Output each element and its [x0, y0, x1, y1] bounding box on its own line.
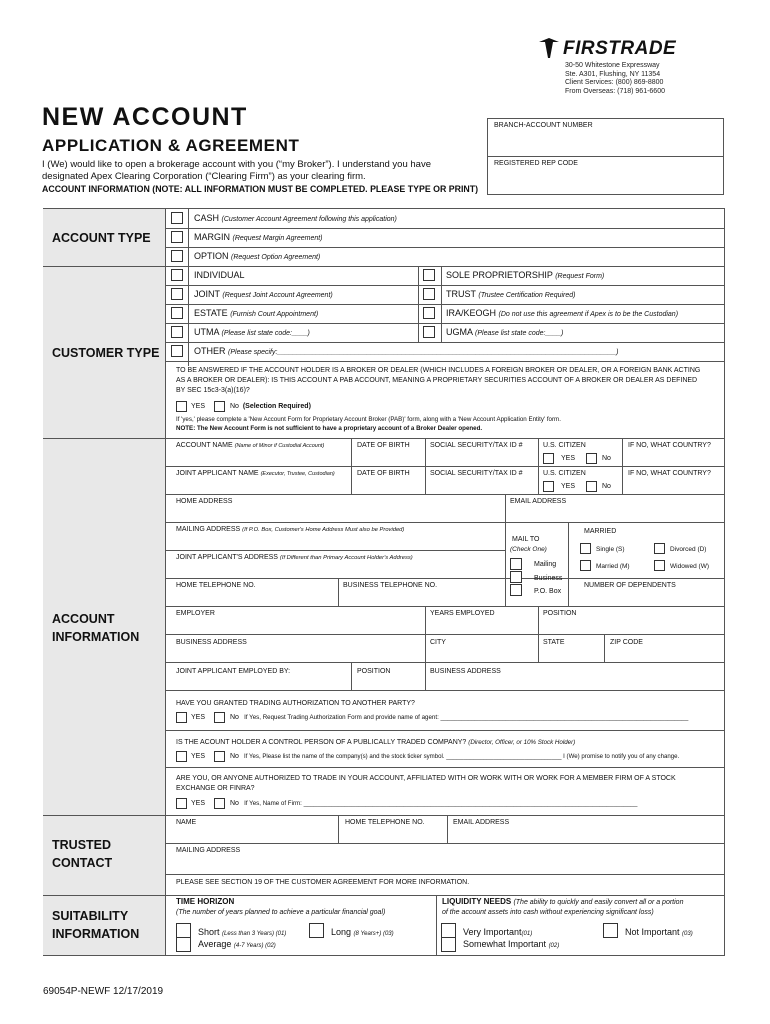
- time-long-note: (8 Years+) (03): [353, 931, 394, 937]
- cash-checkbox[interactable]: [171, 212, 183, 224]
- divider: [166, 843, 725, 844]
- pab-line: AS A BROKER OR DEALER): IS THIS ACCOUNT A PAB ACCOUNT, MEANING A PROPRIETARY SECURITIES ACCOUNT OF A BROKER OR DEALER AS DEFINED: [176, 377, 698, 384]
- other-note: (Please specify:_______________________________________________________________________________________): [228, 349, 619, 356]
- finra-yes-label: YES: [191, 800, 206, 807]
- utma-label: UTMA: [194, 327, 220, 337]
- employer-label: EMPLOYER: [176, 610, 215, 617]
- firstrade-logo: [537, 36, 677, 60]
- margin-checkbox[interactable]: [171, 231, 183, 243]
- pab-no-option: [230, 403, 311, 410]
- utma-note: (Please list state code:____): [221, 330, 310, 337]
- cash-label: CASH: [194, 213, 220, 223]
- pab-notes: [176, 415, 561, 433]
- estate-note: (Furnish Court Appointment): [230, 311, 319, 318]
- cash-note: (Customer Account Agreement following this application): [221, 216, 397, 223]
- single-checkbox[interactable]: [580, 543, 591, 554]
- business-tel-label: BUSINESS TELEPHONE NO.: [343, 582, 438, 589]
- trading-no-label: No: [230, 714, 239, 721]
- time-average-label: Average: [198, 939, 232, 949]
- ugma-note: (Please list state code:____): [475, 330, 564, 337]
- time-short-note: (Less than 3 Years) (01): [222, 931, 287, 937]
- trusted-mailing-label: MAILING ADDRESS: [176, 847, 241, 854]
- divider: [166, 634, 725, 635]
- very-important-label: Very Important: [463, 927, 522, 937]
- section-account-type: ACCOUNT TYPE: [52, 231, 151, 245]
- sole-proprietorship-option: [446, 270, 604, 280]
- intro-note: ACCOUNT INFORMATION (NOTE: ALL INFORMATION MUST BE COMPLETED. PLEASE TYPE OR PRINT): [42, 184, 479, 194]
- liquidity-very-checkbox[interactable]: [441, 923, 456, 938]
- ira-label: IRA/KEOGH: [446, 308, 497, 318]
- mail-pobox-checkbox[interactable]: [510, 584, 522, 596]
- divider: [436, 895, 437, 955]
- address-line-1: 30-50 Whitestone Expressway: [565, 62, 660, 69]
- finra-yes-checkbox[interactable]: [176, 798, 187, 809]
- divider: [351, 662, 352, 690]
- divider: [604, 634, 605, 662]
- trading-auth-question: HAVE YOU GRANTED TRADING AUTHORIZATION TO ANOTHER PARTY?: [176, 700, 415, 707]
- mail-business-checkbox[interactable]: [510, 571, 522, 583]
- finra-line: ARE YOU, OR ANYONE AUTHORIZED TO TRADE IN YOUR ACCOUNT, AFFILIATED WITH OR WORK WITH OR WORK FOR A MEMBER FIRM OF A STOCK: [176, 775, 676, 782]
- zip-label: ZIP CODE: [610, 639, 643, 646]
- finra-no-option[interactable]: [230, 800, 637, 807]
- divider: [568, 522, 569, 606]
- trading-yes-checkbox[interactable]: [176, 712, 187, 723]
- estate-label: ESTATE: [194, 308, 228, 318]
- mail-business-label: Business: [534, 575, 563, 582]
- other-checkbox[interactable]: [171, 345, 183, 357]
- widowed-label: Widowed (W): [670, 563, 710, 570]
- pab-note-line: If 'yes,' please complete a 'New Account Form for Proprietary Account Broker (PAB)' form, along with a 'New Account Application Entity' form.: [176, 416, 561, 423]
- divider: [166, 874, 725, 875]
- section-suitability: [52, 907, 139, 943]
- pab-no-label: No: [230, 403, 239, 410]
- finra-firm-text: If Yes, Name of Firm: _________________________________________________________________________________________________: [244, 800, 638, 807]
- overseas-phone: From Overseas: (718) 961-6600: [565, 87, 665, 95]
- joint-label: JOINT: [194, 289, 220, 299]
- pab-question: [176, 366, 700, 396]
- mail-mailing-label: Mailing: [534, 561, 557, 568]
- position-label: POSITION: [543, 610, 577, 617]
- account-name-field[interactable]: [170, 452, 348, 466]
- client-services-phone: Client Services: (800) 869-8800: [565, 79, 664, 86]
- pab-note-line: NOTE: The New Account Form is not sufficient to have a proprietary account of a Broker Dealer opened.: [176, 425, 483, 432]
- logo-text: FIRSTRADE: [563, 38, 677, 59]
- trusted-home-tel-label: HOME TELEPHONE NO.: [345, 819, 425, 826]
- trusted-name-label: NAME: [176, 819, 197, 826]
- home-tel-label: HOME TELEPHONE NO.: [176, 582, 256, 589]
- trading-no-checkbox[interactable]: [214, 712, 225, 723]
- joint-address-note: (If Different than Primary Account Holder's Address): [279, 555, 413, 561]
- trading-agent-text: If Yes, Request Trading Authorization Form and provide name of agent: ________________________________________________________________________: [244, 714, 689, 721]
- divorced-label: Divorced (D): [670, 546, 707, 553]
- control-question-text: IS THE ACOUNT HOLDER A CONTROL PERSON OF A PUBLICALLY TRADED COMPANY?: [176, 739, 467, 746]
- divider: [166, 730, 725, 731]
- divider: [166, 304, 725, 305]
- very-important-code: (01): [521, 931, 533, 937]
- joint-name-label: [176, 470, 335, 477]
- city-label: CITY: [430, 639, 446, 646]
- years-employed-label: YEARS EMPLOYED: [430, 610, 495, 617]
- control-no-label: No: [230, 753, 239, 760]
- trusted-email-label: EMAIL ADDRESS: [453, 819, 510, 826]
- joint-citizen-yes-label: YES: [561, 483, 576, 490]
- widowed-checkbox[interactable]: [654, 560, 665, 571]
- section-label-line: ACCOUNT: [52, 612, 115, 626]
- married-label: MARRIED: [584, 528, 617, 535]
- divider: [166, 228, 725, 229]
- option-note: (Request Option Agreement): [231, 254, 321, 261]
- ugma-checkbox[interactable]: [423, 326, 435, 338]
- divider: [166, 578, 725, 579]
- time-horizon-note: (The number of years planned to achieve a particular financial goal): [176, 909, 386, 916]
- divider: [166, 662, 725, 663]
- joint-business-address-label: BUSINESS ADDRESS: [430, 668, 501, 675]
- margin-label: MARGIN: [194, 232, 230, 242]
- joint-citizen-no-label: No: [602, 483, 611, 490]
- margin-option: [194, 232, 323, 242]
- joint-citizen-yes-checkbox[interactable]: [543, 481, 554, 492]
- divider: [505, 494, 506, 522]
- divider: [166, 285, 725, 286]
- business-address-label: BUSINESS ADDRESS: [176, 639, 247, 646]
- divider: [487, 156, 724, 157]
- liquidity-somewhat-checkbox[interactable]: [441, 937, 456, 952]
- control-no-checkbox[interactable]: [214, 751, 225, 762]
- home-address-label: HOME ADDRESS: [176, 498, 233, 505]
- state-label: STATE: [543, 639, 565, 646]
- somewhat-important-code: (02): [548, 943, 560, 949]
- somewhat-important-label: Somewhat Important: [463, 939, 547, 949]
- dob-label: DATE OF BIRTH: [357, 442, 410, 449]
- time-average-note: (4-7 Years) (02): [233, 943, 276, 949]
- section-trusted-contact: [52, 836, 112, 872]
- divider: [166, 466, 725, 467]
- trusted-see-section: PLEASE SEE SECTION 19 OF THE CUSTOMER AGREEMENT FOR MORE INFORMATION.: [176, 879, 470, 886]
- estate-checkbox[interactable]: [171, 307, 183, 319]
- pab-yes-checkbox[interactable]: [176, 401, 187, 412]
- mailing-address-note: (If P.O. Box, Customer's Home Address Must also be Provided): [242, 527, 405, 533]
- pab-yes-label: YES: [191, 403, 206, 410]
- citizen-no-label: No: [602, 455, 611, 462]
- cash-option: [194, 213, 397, 223]
- trust-checkbox[interactable]: [423, 288, 435, 300]
- rep-code-label: REGISTERED REP CODE: [494, 160, 578, 167]
- trading-no-option[interactable]: [230, 714, 688, 721]
- joint-position-label: POSITION: [357, 668, 391, 675]
- ira-keogh-checkbox[interactable]: [423, 307, 435, 319]
- divider: [43, 438, 166, 439]
- time-horizon-title: TIME HORIZON: [176, 897, 235, 906]
- divider: [338, 578, 339, 606]
- account-name-note: (Name of Minor if Custodial Account): [234, 443, 325, 449]
- section-label-line: CONTACT: [52, 856, 113, 870]
- joint-employed-label: JOINT APPLICANT EMPLOYED BY:: [176, 668, 291, 675]
- divider: [166, 815, 725, 816]
- sole-label: SOLE PROPRIETORSHIP: [446, 270, 553, 280]
- pab-no-checkbox[interactable]: [214, 401, 225, 412]
- finra-line: EXCHANGE OR FINRA?: [176, 785, 255, 792]
- us-citizen-label: U.S. CITIZEN: [543, 442, 586, 449]
- sole-proprietorship-checkbox[interactable]: [423, 269, 435, 281]
- utma-checkbox[interactable]: [171, 326, 183, 338]
- joint-citizen-no-checkbox[interactable]: [586, 481, 597, 492]
- intro-line-1: I (We) would like to open a brokerage account with you (“my Broker”). I understand you have: [42, 159, 431, 170]
- liquidity-not-checkbox[interactable]: [603, 923, 618, 938]
- single-label: Single (S): [596, 546, 625, 553]
- company-address: [565, 62, 665, 96]
- ira-keogh-option: [446, 308, 678, 318]
- time-long-label: Long: [331, 927, 352, 937]
- account-name-text: ACCOUNT NAME: [176, 442, 233, 449]
- if-no-country-label: IF NO, WHAT COUNTRY?: [628, 442, 711, 449]
- trust-note: (Trustee Certification Required): [478, 292, 576, 299]
- time-long-option: [331, 927, 394, 937]
- divider: [166, 266, 725, 267]
- liquidity-very-option: [463, 927, 532, 937]
- citizen-yes-label: YES: [561, 455, 576, 462]
- divider: [166, 522, 725, 523]
- control-person-question: [176, 739, 575, 746]
- time-short-label: Short: [198, 927, 220, 937]
- other-label: OTHER: [194, 346, 226, 356]
- ira-note: (Do not use this agreement if Apex is to be the Custodian): [498, 311, 679, 318]
- divider: [425, 662, 426, 690]
- section-customer-type: CUSTOMER TYPE: [52, 346, 160, 360]
- branch-account-label: BRANCH-ACCOUNT NUMBER: [494, 122, 593, 129]
- page-title: NEW ACCOUNT: [42, 103, 248, 131]
- individual-label: INDIVIDUAL: [194, 270, 245, 280]
- firstrade-logo-icon: [537, 36, 561, 60]
- dependents-label: NUMBER OF DEPENDENTS: [584, 582, 676, 589]
- other-option[interactable]: [194, 346, 618, 356]
- liquidity-note-2: of the account assets into cash without experiencing significant loss): [442, 909, 654, 916]
- not-important-code: (03): [682, 931, 693, 937]
- joint-dob-label: DATE OF BIRTH: [357, 470, 410, 477]
- divorced-checkbox[interactable]: [654, 543, 665, 554]
- liquidity-not-option: [625, 927, 693, 937]
- control-no-option[interactable]: [230, 753, 679, 760]
- margin-note: (Request Margin Agreement): [232, 235, 323, 242]
- divider: [166, 323, 725, 324]
- section-label-line: SUITABILITY: [52, 909, 129, 923]
- not-important-label: Not Important: [625, 927, 680, 937]
- utma-option: [194, 327, 310, 337]
- option-label: OPTION: [194, 251, 229, 261]
- joint-us-citizen-label: U.S. CITIZEN: [543, 470, 586, 477]
- check-one-label: (Check One): [510, 546, 547, 553]
- branch-account-field[interactable]: [490, 132, 720, 154]
- liquidity-somewhat-option: [463, 939, 559, 949]
- address-line-2: Ste. A301, Flushing, NY 11354: [565, 70, 661, 78]
- rep-code-field[interactable]: [490, 170, 720, 192]
- time-long-checkbox[interactable]: [309, 923, 324, 938]
- time-short-checkbox[interactable]: [176, 923, 191, 938]
- trading-yes-label: YES: [191, 714, 206, 721]
- married-checkbox[interactable]: [580, 560, 591, 571]
- intro-line-2: designated Apex Clearing Corporation (“Clearing Firm”) as your clearing firm.: [42, 171, 366, 182]
- control-question-note: (Director, Officer, or 10% Stock Holder): [468, 739, 576, 746]
- control-yes-checkbox[interactable]: [176, 751, 187, 762]
- joint-address-label: [176, 554, 413, 561]
- divider: [166, 550, 505, 551]
- divider: [166, 342, 725, 343]
- joint-name-note: (Executor, Trustee, Custodian): [260, 471, 335, 477]
- divider: [447, 815, 448, 843]
- sole-note: (Request Form): [555, 273, 605, 280]
- ugma-label: UGMA: [446, 327, 473, 337]
- mail-pobox-label: P.O. Box: [534, 588, 562, 595]
- time-short-option: [198, 927, 286, 937]
- section-label-line: INFORMATION: [52, 927, 140, 941]
- citizen-yes-checkbox[interactable]: [543, 453, 554, 464]
- trust-label: TRUST: [446, 289, 476, 299]
- form-id: 69054P-NEWF 12/17/2019: [43, 986, 164, 997]
- control-company-text: If Yes, Please list the name of the company(s) and the stock ticker symbol. __________________________________ I (We) promise to notify you of any change.: [244, 753, 680, 760]
- ugma-option: [446, 327, 563, 337]
- divider: [166, 247, 725, 248]
- time-average-option: [198, 939, 276, 949]
- divider: [338, 815, 339, 843]
- divider: [43, 895, 166, 896]
- finra-question: [176, 774, 676, 794]
- divider: [166, 767, 725, 768]
- divider: [43, 815, 166, 816]
- account-name-label: [176, 442, 324, 449]
- liquidity-title: LIQUIDITY NEEDS: [442, 897, 512, 906]
- joint-address-text: JOINT APPLICANT'S ADDRESS: [176, 554, 278, 561]
- divider: [166, 361, 725, 362]
- liquidity-note-1: (The ability to quickly and easily convert all or a portion: [513, 899, 684, 906]
- section-account-information: [52, 610, 139, 646]
- joint-checkbox[interactable]: [171, 288, 183, 300]
- option-checkbox[interactable]: [171, 250, 183, 262]
- page-subtitle: APPLICATION & AGREEMENT: [42, 136, 300, 155]
- ssn-label: SOCIAL SECURITY/TAX ID #: [430, 442, 523, 449]
- divider: [505, 522, 506, 606]
- joint-option: [194, 289, 333, 299]
- citizen-no-checkbox[interactable]: [586, 453, 597, 464]
- individual-checkbox[interactable]: [171, 269, 183, 281]
- time-average-checkbox[interactable]: [176, 937, 191, 952]
- section-label-line: INFORMATION: [52, 630, 140, 644]
- mailing-address-text: MAILING ADDRESS: [176, 526, 241, 533]
- divider: [166, 438, 725, 439]
- married-m-label: Married (M): [596, 563, 630, 570]
- divider: [166, 494, 725, 495]
- mailing-address-label: [176, 526, 404, 533]
- finra-no-label: No: [230, 800, 239, 807]
- joint-note: (Request Joint Account Agreement): [222, 292, 333, 299]
- section-label-line: TRUSTED: [52, 838, 112, 852]
- mail-mailing-checkbox[interactable]: [510, 558, 522, 570]
- divider: [166, 606, 725, 607]
- divider: [166, 690, 725, 691]
- joint-if-no-country-label: IF NO, WHAT COUNTRY?: [628, 470, 711, 477]
- divider: [166, 895, 725, 896]
- intro-text: [42, 159, 478, 195]
- mail-to-label: MAIL TO: [512, 536, 540, 543]
- joint-name-text: JOINT APPLICANT NAME: [176, 470, 259, 477]
- liquidity-header: [442, 897, 683, 906]
- email-label: EMAIL ADDRESS: [510, 498, 567, 505]
- pab-line: BY SEC 15c3-3(a)(16)?: [176, 387, 250, 394]
- trust-option: [446, 289, 576, 299]
- joint-ssn-label: SOCIAL SECURITY/TAX ID #: [430, 470, 523, 477]
- finra-no-checkbox[interactable]: [214, 798, 225, 809]
- option-option: [194, 251, 320, 261]
- divider: [43, 266, 166, 267]
- estate-option: [194, 308, 318, 318]
- pab-selection-required: (Selection Required): [242, 403, 311, 410]
- pab-line: TO BE ANSWERED IF THE ACCOUNT HOLDER IS A BROKER OR DEALER (WHICH INCLUDES A FOREIGN BROKER OR DEALER, OR A FOREIGN BANK ACTING: [176, 367, 701, 374]
- control-yes-label: YES: [191, 753, 206, 760]
